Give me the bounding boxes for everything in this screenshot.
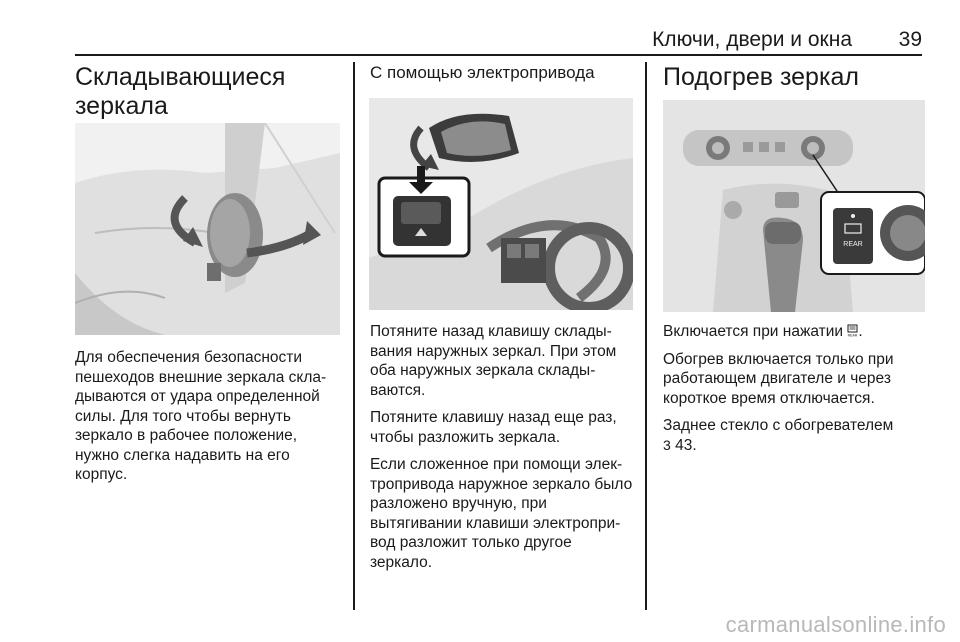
section-heading: Складывающиеся зеркала bbox=[75, 63, 286, 120]
col3-paragraph-3 bbox=[663, 416, 935, 455]
heated-mirror-button-illustration bbox=[663, 100, 925, 312]
page-reference-arrow-icon: 3 bbox=[663, 436, 671, 453]
col3-p1-text: Включается при нажатии bbox=[663, 323, 844, 340]
header-rule bbox=[75, 54, 922, 56]
col3-body bbox=[663, 322, 935, 463]
col2-paragraph-3: Если сложенное при помощи электропривода наружное зеркало было разложено вручную, при вытягивании клавиши электропривод разложит только другое зеркало. bbox=[370, 456, 633, 571]
col3-p1-end: . bbox=[858, 323, 863, 340]
page-number: 39 bbox=[898, 28, 922, 51]
rear-button-label: REAR bbox=[843, 241, 863, 248]
section-heading-electric: С помощью электропривода bbox=[370, 63, 595, 82]
rear-heat-icon bbox=[847, 324, 858, 337]
section-electric-folding bbox=[370, 63, 632, 83]
section-folding-mirrors bbox=[75, 63, 335, 121]
column-divider-1 bbox=[353, 62, 355, 610]
col3-paragraph-1 bbox=[663, 322, 935, 342]
svg-text:REAR: REAR bbox=[847, 333, 858, 337]
col3-p3-text: Заднее стекло с обогревателем bbox=[663, 417, 894, 434]
col3-p3-ref[interactable]: 43. bbox=[675, 436, 697, 454]
column-divider-2 bbox=[645, 62, 647, 610]
folding-mirror-illustration bbox=[75, 123, 340, 335]
col2-body bbox=[370, 322, 636, 580]
running-header-title: Ключи, двери и окна bbox=[652, 28, 852, 51]
electric-mirror-switch-illustration bbox=[369, 98, 633, 310]
section-heated-mirrors bbox=[663, 63, 933, 92]
col1-paragraph: Для обеспечения безопасности пешеходов внешние зеркала складываются от удара определенной силы. Для того чтобы вернуть зеркало в рабочее положение, нужно слегка надавить на его корпус. bbox=[75, 349, 327, 483]
col2-paragraph-1: Потяните назад клавишу складывания наружных зеркал. При этом оба наружных зеркала складываются. bbox=[370, 323, 617, 399]
watermark: carmanualsonline.info bbox=[725, 612, 946, 637]
col3-paragraph-2: Обогрев включается только при работающем двигателе и через короткое время отключается. bbox=[663, 350, 894, 407]
col2-paragraph-2: Потяните клавишу назад еще раз, чтобы разложить зеркала. bbox=[370, 409, 617, 446]
section-heading-heated: Подогрев зеркал bbox=[663, 63, 859, 91]
col1-body bbox=[75, 348, 343, 493]
